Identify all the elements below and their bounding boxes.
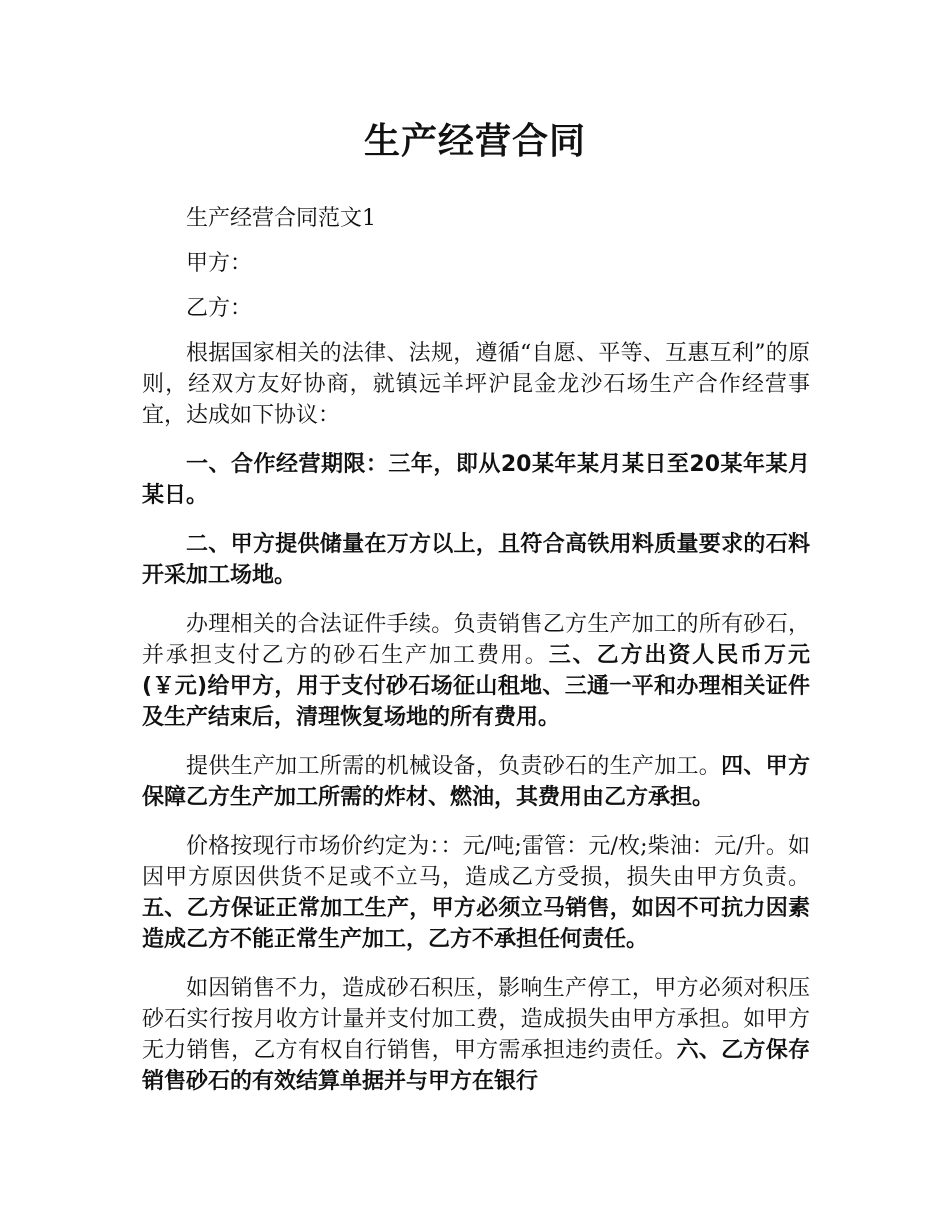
paragraph-clause-6 bbox=[142, 973, 810, 1097]
paragraph-text: 乙方： bbox=[186, 296, 253, 321]
paragraph-text: 办理相关的合法证件手续。负责销售乙方生产加工的所有砂石，并承担支付乙方的砂石生产加工费用。 bbox=[142, 612, 810, 668]
paragraph-clause-3 bbox=[142, 609, 810, 733]
paragraph-bold-text: 四、甲方保障乙方生产加工所需的炸材、燃油，其费用由乙方承担。 bbox=[142, 754, 810, 810]
paragraph-bold-text: 二、甲方提供储量在万方以上，且符合高铁用料质量要求的石料开采加工场地。 bbox=[142, 532, 810, 588]
paragraph-bold-text: 一、合作经营期限：三年，即从20某年某月某日至20某年某月某日。 bbox=[142, 452, 810, 508]
paragraph-preamble bbox=[142, 338, 810, 431]
paragraph-bold-text: 三、乙方出资人民币万元(￥元)给甲方，用于支付砂石场征山租地、三通一平和办理相关证件及生产结束后，清理恢复场地的所有费用。 bbox=[142, 643, 810, 730]
paragraph-text: 提供生产加工所需的机械设备，负责砂石的生产加工。 bbox=[186, 754, 722, 779]
paragraph-party-a bbox=[142, 248, 810, 279]
paragraph-bold-text: 六、乙方保存销售砂石的有效结算单据并与甲方在银行 bbox=[142, 1038, 810, 1094]
paragraph-party-b bbox=[142, 293, 810, 324]
paragraph-text: 甲方： bbox=[186, 251, 253, 276]
paragraph-bold-text: 五、乙方保证正常加工生产，甲方必须立马销售，如因不可抗力因素造成乙方不能正常生产加工，乙方不承担任何责任。 bbox=[142, 896, 810, 952]
paragraph-subtitle bbox=[142, 203, 810, 234]
paragraph-clause-2 bbox=[142, 529, 810, 591]
paragraph-text: 价格按现行市场价约定为：：元/吨;雷管：元/枚;柴油：元/升。如因甲方原因供货不足或不立马，造成乙方受损，损失由甲方负责。 bbox=[142, 834, 810, 890]
document-body bbox=[142, 203, 810, 1115]
paragraph-text: 根据国家相关的法律、法规，遵循“自愿、平等、互惠互利”的原则，经双方友好协商，就镇远羊坪沪昆金龙沙石场生产合作经营事宜，达成如下协议： bbox=[142, 341, 810, 428]
document-title: 生产经营合同 bbox=[363, 121, 586, 162]
paragraph-text: 生产经营合同范文1 bbox=[186, 206, 376, 231]
paragraph-clause-1 bbox=[142, 449, 810, 511]
paragraph-text: 如因销售不力，造成砂石积压，影响生产停工，甲方必须对积压砂石实行按月收方计量并支付加工费，造成损失由甲方承担。如甲方无力销售，乙方有权自行销售，甲方需承担违约责任。 bbox=[142, 976, 810, 1063]
paragraph-clause-4 bbox=[142, 751, 810, 813]
paragraph-clause-5 bbox=[142, 831, 810, 955]
